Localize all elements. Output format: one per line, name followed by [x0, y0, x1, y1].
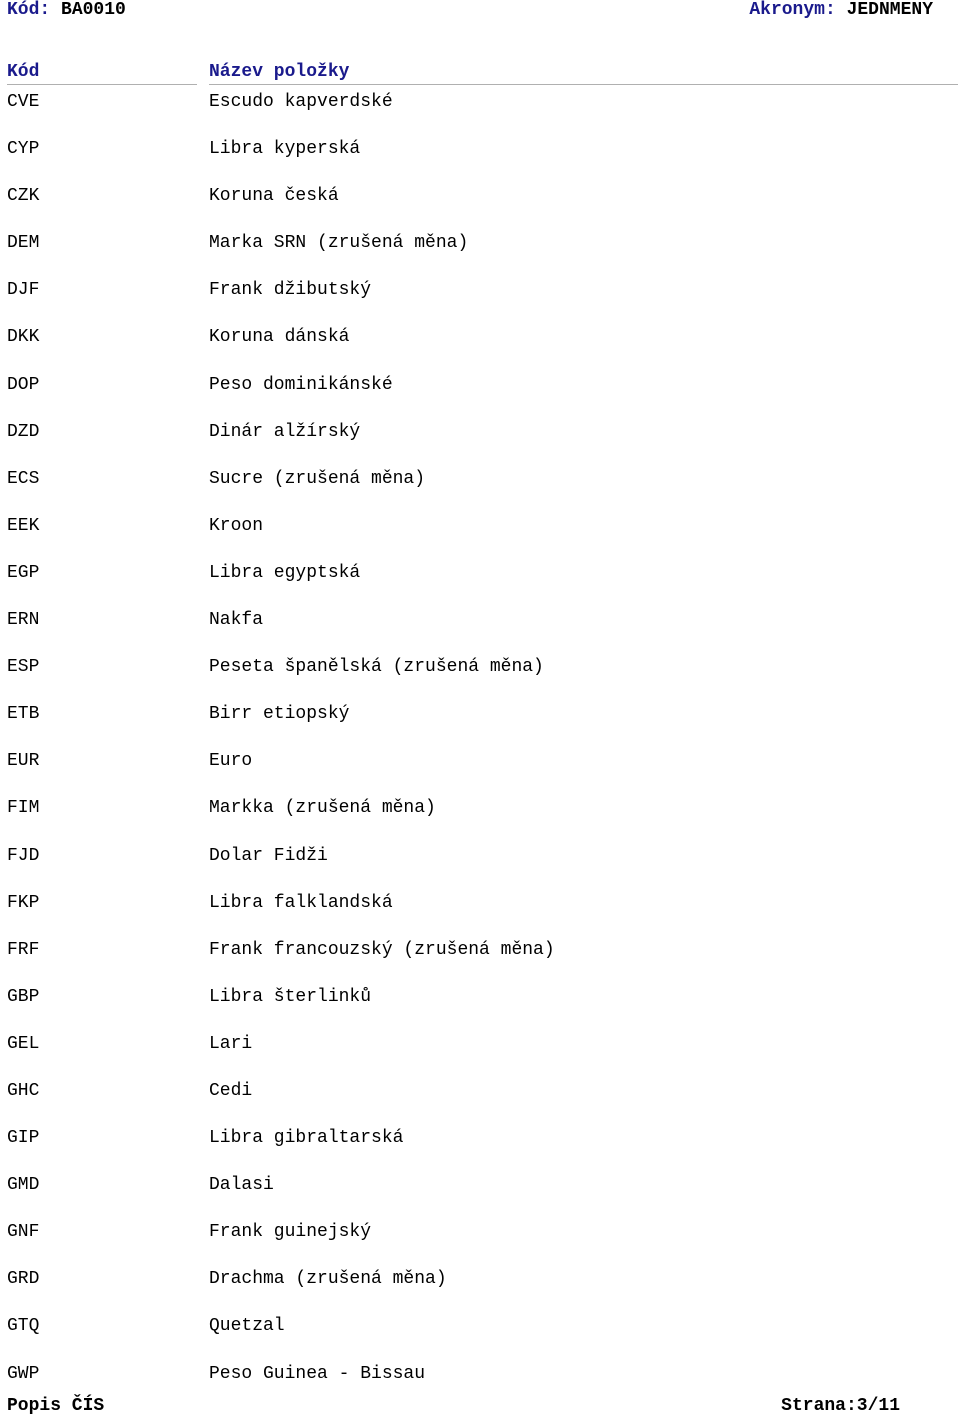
- row-name: Birr etiopský: [209, 704, 350, 725]
- row-name: Libra šterlinků: [209, 986, 372, 1007]
- table-row: [0, 325, 960, 372]
- code-value: BA0010: [61, 0, 126, 20]
- row-name: Libra kyperská: [209, 139, 361, 160]
- row-name: Libra egyptská: [209, 562, 361, 583]
- table-row: [0, 608, 960, 655]
- table-row: [0, 796, 960, 843]
- row-name: Dolar Fidži: [209, 845, 328, 866]
- table-row: [0, 985, 960, 1032]
- row-name: Frank džibutský: [209, 280, 372, 301]
- row-name: Dalasi: [209, 1175, 274, 1196]
- table-row: [0, 1220, 960, 1267]
- table-body: [0, 90, 960, 1409]
- row-name: Frank guinejský: [209, 1222, 372, 1243]
- table-row: [0, 1126, 960, 1173]
- row-code: DOP: [7, 374, 40, 395]
- acronym-info: [749, 0, 933, 20]
- table-row: [0, 1079, 960, 1126]
- table-row: [0, 1267, 960, 1314]
- table-row: [0, 561, 960, 608]
- table-row: [0, 467, 960, 514]
- table-row: [0, 90, 960, 137]
- table-row: [0, 514, 960, 561]
- page-number: Strana:3/11: [781, 1396, 900, 1416]
- page-header: [0, 0, 960, 24]
- table-row: [0, 420, 960, 467]
- row-name: Cedi: [209, 1080, 253, 1101]
- table-row: [0, 373, 960, 420]
- table-row: [0, 844, 960, 891]
- row-code: GIP: [7, 1128, 40, 1149]
- row-code: ESP: [7, 657, 40, 678]
- table-row: [0, 749, 960, 796]
- row-code: ECS: [7, 468, 40, 489]
- row-name: Sucre (zrušená měna): [209, 468, 426, 489]
- table-row: [0, 1173, 960, 1220]
- row-code: GNF: [7, 1222, 40, 1243]
- row-code: CVE: [7, 92, 40, 112]
- row-name: Libra gibraltarská: [209, 1128, 404, 1149]
- column-header-code: Kód: [7, 62, 197, 85]
- table-row: [0, 702, 960, 749]
- table-row: [0, 655, 960, 702]
- table-row: [0, 1032, 960, 1079]
- row-name: Nakfa: [209, 610, 264, 631]
- row-code: GEL: [7, 1033, 40, 1054]
- table-row: [0, 938, 960, 985]
- row-name: Quetzal: [209, 1316, 285, 1337]
- code-info: [7, 0, 126, 20]
- row-name: Peseta španělská (zrušená měna): [209, 657, 544, 678]
- row-name: Kroon: [209, 515, 264, 536]
- row-code: GMD: [7, 1175, 40, 1196]
- row-name: Dinár alžírský: [209, 421, 361, 442]
- acronym-value: JEDNMENY: [846, 0, 933, 20]
- row-code: DEM: [7, 233, 40, 254]
- row-name: Peso dominikánské: [209, 374, 393, 395]
- row-code: FJD: [7, 845, 40, 866]
- row-name: Koruna dánská: [209, 327, 350, 348]
- row-name: Escudo kapverdské: [209, 92, 393, 112]
- row-name: Lari: [209, 1033, 253, 1054]
- row-code: EEK: [7, 515, 40, 536]
- row-name: Markka (zrušená měna): [209, 798, 436, 819]
- table-row: [0, 184, 960, 231]
- table-row: [0, 137, 960, 184]
- table-row: [0, 1314, 960, 1361]
- row-name: Drachma (zrušená měna): [209, 1269, 447, 1290]
- row-code: FIM: [7, 798, 40, 819]
- row-name: Euro: [209, 751, 253, 772]
- row-name: Marka SRN (zrušená měna): [209, 233, 469, 254]
- row-name: Libra falklandská: [209, 892, 393, 913]
- row-code: CZK: [7, 186, 40, 207]
- row-name: Koruna česká: [209, 186, 339, 207]
- page-footer: [0, 1396, 960, 1420]
- row-code: GTQ: [7, 1316, 40, 1337]
- row-name: Frank francouzský (zrušená měna): [209, 939, 555, 960]
- row-code: FKP: [7, 892, 40, 913]
- row-code: ERN: [7, 610, 40, 631]
- row-code: GRD: [7, 1269, 40, 1290]
- table-row: [0, 278, 960, 325]
- column-header-name: Název položky: [209, 62, 958, 85]
- row-code: DKK: [7, 327, 40, 348]
- row-code: CYP: [7, 139, 40, 160]
- row-code: GBP: [7, 986, 40, 1007]
- table-row: [0, 891, 960, 938]
- footer-title: Popis ČÍS: [7, 1396, 105, 1416]
- row-code: EGP: [7, 562, 40, 583]
- row-code: DJF: [7, 280, 40, 301]
- row-code: FRF: [7, 939, 40, 960]
- table-row: [0, 231, 960, 278]
- acronym-label: Akronym:: [749, 0, 836, 20]
- row-code: GHC: [7, 1080, 40, 1101]
- code-label: Kód:: [7, 0, 51, 20]
- row-code: ETB: [7, 704, 40, 725]
- row-code: GWP: [7, 1363, 40, 1384]
- row-code: EUR: [7, 751, 40, 772]
- row-code: DZD: [7, 421, 40, 442]
- row-name: Peso Guinea - Bissau: [209, 1363, 426, 1384]
- table-header: [0, 62, 960, 86]
